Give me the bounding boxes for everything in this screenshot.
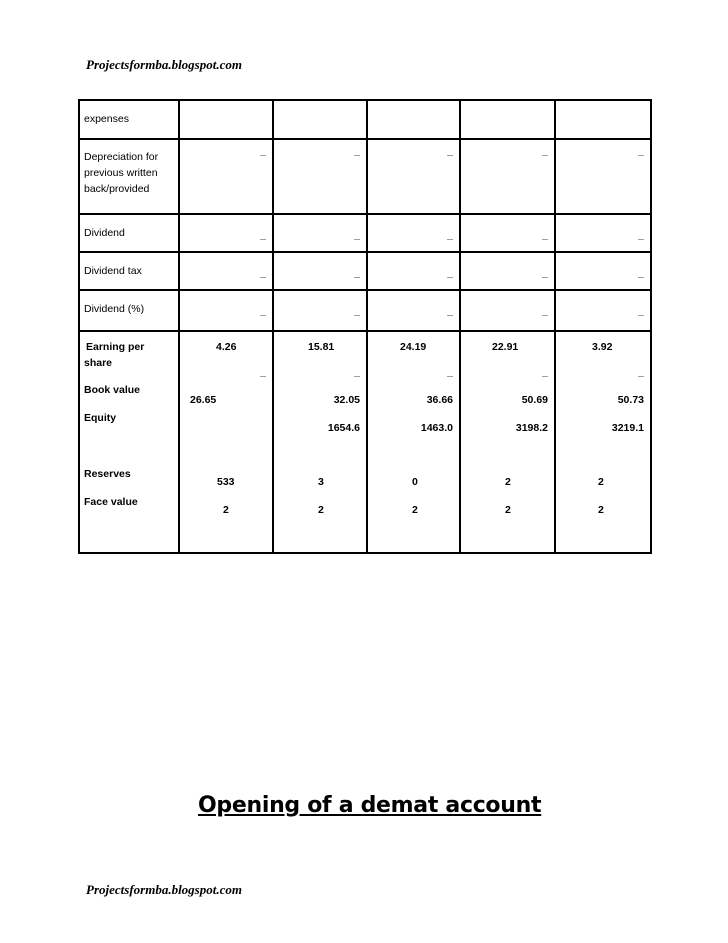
face-value: 2 (318, 504, 324, 516)
reserves-value: 0 (412, 476, 418, 488)
equity-value: 3219.1 (611, 422, 644, 434)
table-cell (555, 100, 651, 139)
face-value-label: Face value (84, 496, 138, 508)
eps-value: 22.91 (492, 341, 519, 353)
table-cell: _ (555, 290, 651, 331)
table-cell (179, 100, 273, 139)
table-cell: _ (555, 252, 651, 290)
row-label (79, 331, 179, 553)
book-value: 50.69 (521, 394, 548, 406)
table-cell (460, 100, 555, 139)
table-cell (273, 331, 367, 553)
financial-table (78, 99, 652, 554)
table-cell (273, 100, 367, 139)
row-label: Dividend tax (79, 252, 179, 290)
table-cell: _ (367, 252, 460, 290)
eps-value: 24.19 (400, 341, 427, 353)
book-value-label: Book value (84, 384, 141, 396)
face-value: 2 (505, 504, 511, 516)
section-title: Opening of a demat account (198, 793, 542, 818)
eps-value: 4.26 (216, 341, 237, 353)
row-label: expenses (79, 100, 179, 139)
table-cell: _ (367, 290, 460, 331)
eps-label-line2: share (84, 357, 113, 369)
table-cell (367, 331, 460, 553)
book-value: 32.05 (333, 394, 360, 406)
book-value: 50.73 (617, 394, 644, 406)
table-cell: _ (273, 214, 367, 252)
table-row (79, 290, 651, 331)
table-cell (555, 331, 651, 553)
equity-value: 1654.6 (327, 422, 360, 434)
reserves-value: 533 (217, 476, 235, 488)
table-cell (460, 331, 555, 553)
table-cell (179, 331, 273, 553)
table-cell: _ (367, 214, 460, 252)
table-cell: _ (460, 252, 555, 290)
reserves-value: 2 (505, 476, 511, 488)
table-cell: _ (179, 290, 273, 331)
dash-value: _ (354, 366, 360, 378)
face-value: 2 (223, 504, 229, 516)
equity-label: Equity (84, 412, 117, 424)
book-value: 26.65 (190, 394, 217, 406)
table-row (79, 252, 651, 290)
dash-value: _ (638, 366, 644, 378)
table-cell: _ (460, 290, 555, 331)
eps-value: 15.81 (308, 341, 335, 353)
dash-value: _ (542, 366, 548, 378)
row-label: Depreciation for previous written back/provided (79, 139, 179, 214)
table-cell: _ (273, 252, 367, 290)
row-label: Dividend (%) (79, 290, 179, 331)
table-cell: _ (179, 139, 273, 214)
table-cell: _ (273, 290, 367, 331)
reserves-label: Reserves (84, 468, 131, 480)
face-value: 2 (598, 504, 604, 516)
table-cell: _ (555, 139, 651, 214)
table-cell: _ (555, 214, 651, 252)
equity-value: 1463.0 (420, 422, 453, 434)
table-cell: _ (179, 252, 273, 290)
table-row (79, 100, 651, 139)
table-cell: _ (460, 139, 555, 214)
face-value: 2 (412, 504, 418, 516)
reserves-value: 2 (598, 476, 604, 488)
dash-value: _ (447, 366, 453, 378)
table-cell: _ (367, 139, 460, 214)
book-value: 36.66 (426, 394, 453, 406)
table-row (79, 331, 651, 553)
table-cell (367, 100, 460, 139)
row-label: Dividend (79, 214, 179, 252)
table-cell: _ (460, 214, 555, 252)
table-cell: _ (273, 139, 367, 214)
eps-value: 3.92 (592, 341, 613, 353)
eps-label: Earning per (86, 341, 145, 353)
table-row (79, 214, 651, 252)
reserves-value: 3 (318, 476, 324, 488)
dash-value: _ (260, 366, 266, 378)
equity-value: 3198.2 (515, 422, 548, 434)
page-footer: Projectsformba.blogspot.com (86, 882, 242, 897)
table-cell: _ (179, 214, 273, 252)
table-row (79, 139, 651, 214)
page-header: Projectsformba.blogspot.com (86, 57, 242, 72)
